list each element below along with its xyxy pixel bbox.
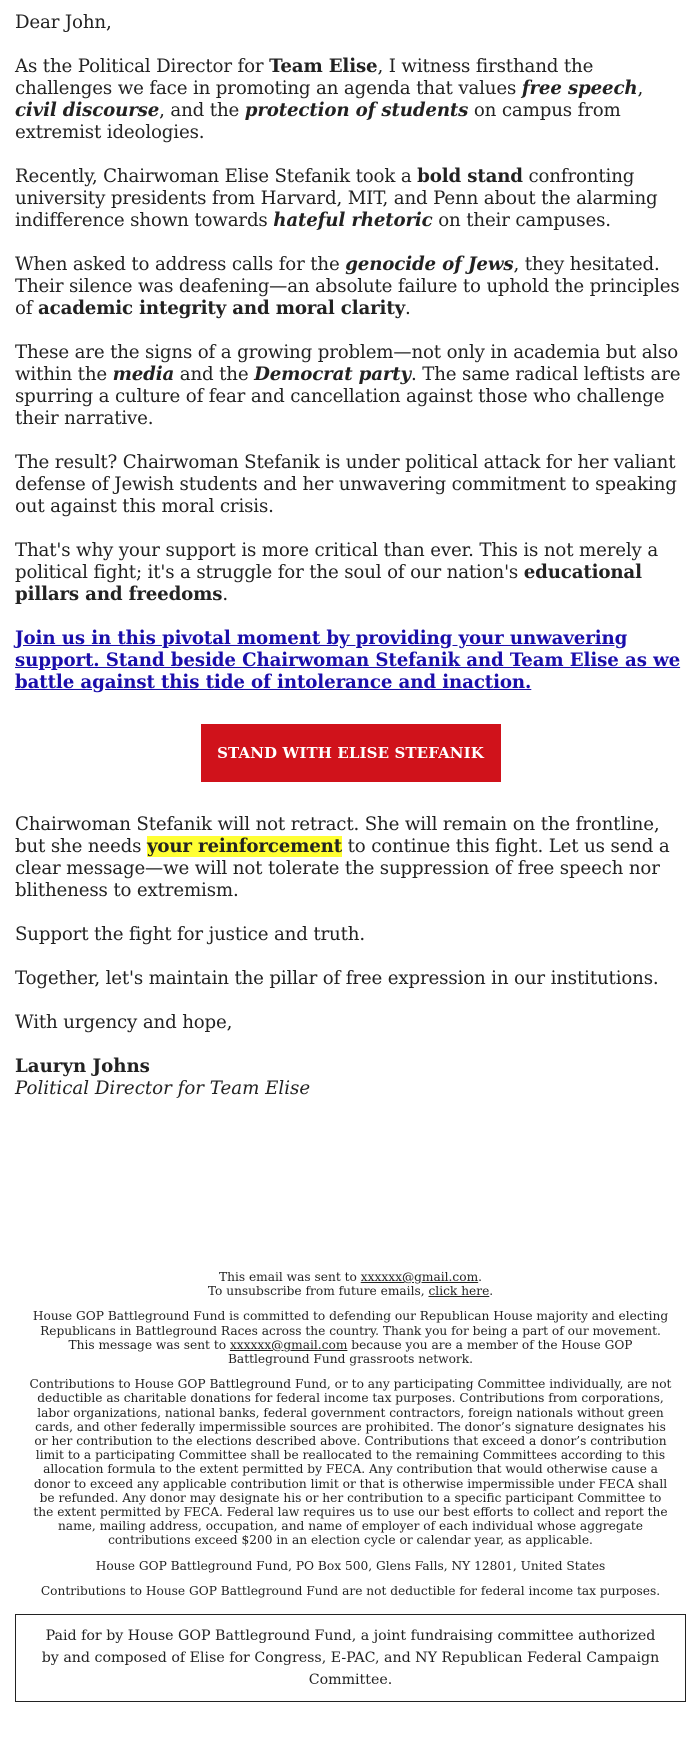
spacer	[15, 1100, 686, 1270]
paragraph-6: That's why your support is more critical than ever. This is not merely a political fight; it's a struggle for the soul of our nation's educational pillars and freedoms.	[15, 540, 659, 605]
emphasis-protection-of-students: protection of students	[244, 100, 469, 121]
paragraph-2: Recently, Chairwoman Elise Stefanik took a bold stand confronting university presidents from Harvard, MIT, and Penn about the alarming indifference shown towards hateful rhetoric on their campuses.	[15, 166, 658, 231]
paragraph-1: As the Political Director for Team Elise, I witness firsthand the challenges we face in promoting an agenda that values free speech, civil discourse, and the protection of students on campus from extremist ideologies.	[15, 56, 644, 143]
emphasis-democrat-party: Democrat party	[254, 364, 411, 385]
emphasis-free-speech: free speech	[521, 78, 638, 99]
signature-title: Political Director for Team Elise	[15, 1078, 311, 1099]
footer-email-link[interactable]: xxxxxx@gmail.com	[360, 1270, 479, 1284]
footer-mission: House GOP Battleground Fund is committed to defending our Republican House majority and electing Republicans in Battleground Races across the country. Thank you for being a part of our movement. This message was sent to xxxxxx@gmail.com because you are a member of the House GOP Battleground Fund grassroots network.	[32, 1309, 669, 1367]
paragraph-7: Chairwoman Stefanik will not retract. She will remain on the frontline, but she needs your reinforcement to continue this fight. Let us send a clear message—we will not tolerate the suppression of free speech nor blitheness to extremism.	[15, 814, 670, 901]
emphasis-hateful-rhetoric: hateful rhetoric	[273, 210, 433, 231]
paragraph-9: Together, let's maintain the pillar of free expression in our institutions.	[15, 968, 659, 989]
emphasis-media: media	[112, 364, 175, 385]
footer-address: House GOP Battleground Fund, PO Box 500, Glens Falls, NY 12801, United States	[95, 1558, 606, 1573]
emphasis-academic-integrity: academic integrity and moral clarity	[38, 298, 405, 319]
cta-text-link[interactable]: Join us in this pivotal moment by providing your unwavering support. Stand beside Chairwoman Stefanik and Team Elise as we battle against this tide of intolerance and inaction.	[15, 628, 681, 693]
greeting: Dear John,	[15, 12, 112, 33]
cta-button-container	[15, 724, 686, 782]
emphasis-bold-stand: bold stand	[417, 166, 523, 187]
emphasis-civil-discourse: civil discourse	[15, 100, 160, 121]
stand-with-elise-button[interactable]: STAND WITH ELISE STEFANIK	[201, 724, 501, 782]
emphasis-team-elise: Team Elise	[269, 56, 378, 77]
emphasis-genocide-of-jews: genocide of Jews	[345, 254, 514, 275]
emphasis-educational-pillars: educational pillars and freedoms	[15, 562, 642, 605]
signature-name: Lauryn Johns	[15, 1056, 150, 1077]
closing: With urgency and hope,	[15, 1012, 233, 1033]
paragraph-3: When asked to address calls for the genocide of Jews, they hesitated. Their silence was deafening—an absolute failure to uphold the principles of academic integrity and moral clarity.	[15, 254, 680, 319]
footer-not-deductible: Contributions to House GOP Battleground Fund are not deductible for federal income tax purposes.	[40, 1583, 661, 1598]
cta-paragraph	[15, 628, 686, 694]
highlight-your-reinforcement: your reinforcement	[146, 836, 342, 857]
paragraph-5: The result? Chairwoman Stefanik is under political attack for her valiant defense of Jewish students and her unwavering commitment to speaking out against this moral crisis.	[15, 452, 677, 517]
footer	[15, 1270, 686, 1598]
unsubscribe-link[interactable]: click here	[428, 1284, 490, 1299]
footer-mission-email-link[interactable]: xxxxxx@gmail.com	[229, 1337, 348, 1352]
footer-legal: Contributions to House GOP Battleground Fund, or to any participating Committee individually, are not deductible as charitable donations for federal income tax purposes. Contributions from corporations, labor organizations, national banks, federal government contractors, foreign nationals without green cards, and other federally impermissible sources are prohibited. The donor’s signature designates his or her contribution to the elections described above. Contributions that exceed a donor’s contribution limit to a participating Committee shall be reallocated to the remaining Committees according to this allocation formula to the extent permitted by FECA. Any contribution that would otherwise cause a donor to exceed any applicable contribution limit or that is otherwise impermissible under FECA shall be refunded. Any donor may designate his or her contribution to a specific participant Committee to the extent permitted by FECA. Federal law requires us to use our best efforts to collect and report the name, mailing address, occupation, and name of employer of each individual whose aggregate contributions exceed $200 in an election cycle or calendar year, as applicable.	[29, 1377, 672, 1548]
paragraph-4: These are the signs of a growing problem—not only in academia but also within the media and the Democrat party. The same radical leftists are spurring a culture of fear and cancellation against those who challenge their narrative.	[15, 342, 681, 429]
paragraph-8: Support the fight for justice and truth.	[15, 924, 365, 945]
paid-for-box: Paid for by House GOP Battleground Fund, a joint fundraising committee authorized by and composed of Elise for Congress, E-PAC, and NY Republican Federal Campaign Committee.	[15, 1614, 686, 1702]
footer-sent-to: This email was sent to xxxxxx@gmail.com. To unsubscribe from future emails, click here.	[207, 1270, 494, 1299]
